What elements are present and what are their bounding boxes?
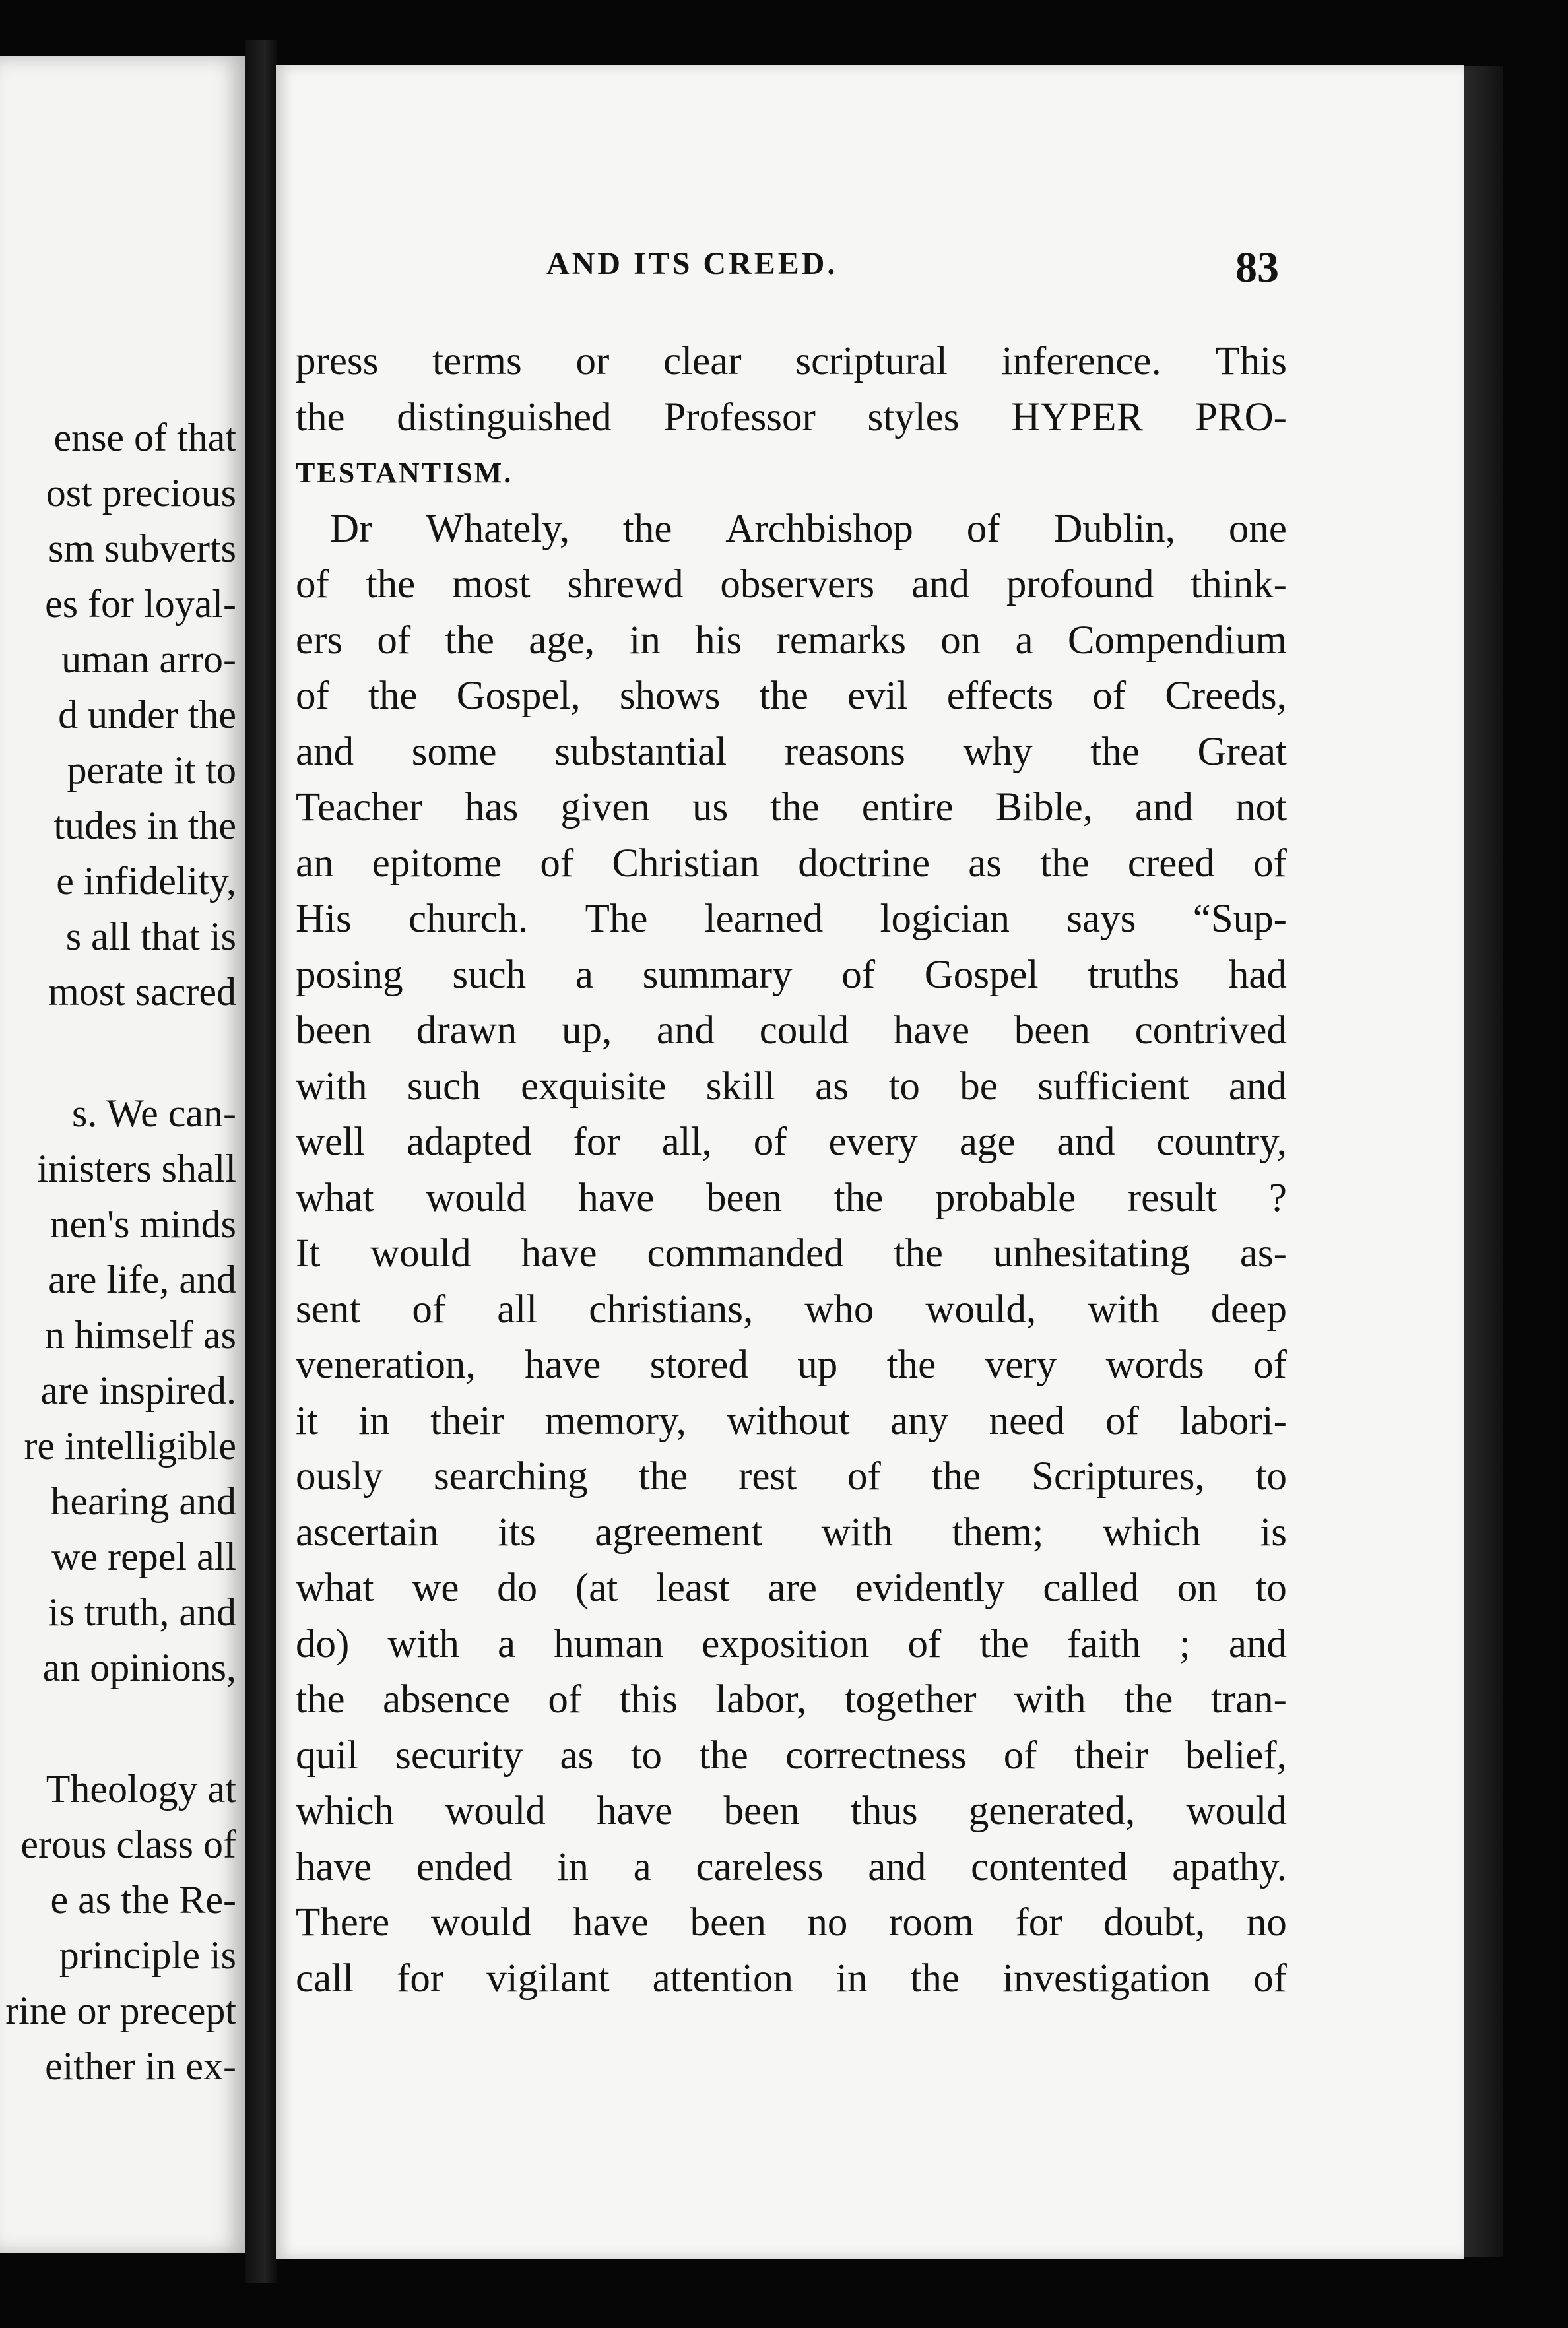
left-line: principle is — [59, 1933, 236, 1977]
page-number: 83 — [1235, 243, 1279, 292]
text-line: what we do (at least are evidently called on to — [296, 1566, 1287, 1610]
text-line: ously searching the rest of the Scriptures, to — [296, 1454, 1287, 1499]
left-line: inisters shall — [37, 1147, 236, 1190]
left-line: sm subverts — [48, 527, 236, 570]
left-line: rine or precept — [5, 1989, 236, 2032]
text-line: what would have been the probable result ? — [296, 1175, 1287, 1220]
page-body-text — [296, 334, 1287, 2007]
left-line: either in ex- — [45, 2044, 236, 2088]
left-page-text — [0, 56, 245, 2253]
text-line: call for vigilant attention in the investigation of — [296, 1956, 1287, 2001]
text-line: press terms or clear scriptural inference. This — [296, 339, 1287, 383]
book-gutter — [245, 40, 277, 2283]
text-line: the distinguished Professor styles HYPER PRO- — [296, 395, 1287, 439]
left-line: re intelligible — [24, 1424, 236, 1468]
text-line: His church. The learned logician says “Sup- — [296, 897, 1287, 941]
text-line: veneration, have stored up the very words of — [296, 1343, 1287, 1387]
text-line: sent of all christians, who would, with deep — [296, 1287, 1287, 1332]
text-line: Teacher has given us the entire Bible, and not — [296, 785, 1287, 829]
text-line: quil security as to the correctness of their belief, — [296, 1733, 1287, 1778]
left-line: tudes in the — [53, 804, 236, 847]
page-edge — [1464, 66, 1503, 2257]
left-line: d under the — [58, 693, 236, 736]
text-line: TESTANTISM. — [296, 457, 513, 489]
text-line: and some substantial reasons why the Great — [296, 729, 1287, 774]
left-line: an opinions, — [42, 1646, 236, 1689]
left-line: n himself as — [45, 1313, 236, 1357]
left-line: e as the Re- — [50, 1878, 236, 1922]
text-line: of the most shrewd observers and profound think- — [296, 562, 1287, 606]
left-line: nen's minds — [49, 1202, 236, 1246]
text-line: an epitome of Christian doctrine as the creed of — [296, 841, 1287, 886]
left-line: are inspired. — [40, 1369, 236, 1412]
text-line: posing such a summary of Gospel truths had — [296, 952, 1287, 997]
left-line: uman arro- — [61, 637, 236, 681]
left-line: es for loyal- — [45, 582, 236, 626]
text-line: been drawn up, and could have been contrived — [296, 1008, 1287, 1052]
left-line: e infidelity, — [56, 859, 236, 903]
text-line: have ended in a careless and contented apathy. — [296, 1844, 1287, 1889]
left-line: most sacred — [48, 970, 236, 1014]
text-line: with such exquisite skill as to be sufficient and — [296, 1064, 1287, 1109]
left-line: hearing and — [50, 1479, 236, 1523]
text-line: well adapted for all, of every age and country, — [296, 1120, 1287, 1164]
text-line: it in their memory, without any need of labori- — [296, 1398, 1287, 1443]
left-line: s. We can- — [72, 1091, 236, 1135]
left-line: we repel all — [51, 1535, 236, 1578]
text-line: do) with a human exposition of the faith ; and — [296, 1621, 1287, 1666]
text-line: There would have been no room for doubt, no — [296, 1900, 1287, 1945]
left-line: s all that is — [65, 915, 236, 958]
text-line: It would have commanded the unhesitating as- — [296, 1231, 1287, 1276]
left-line: ense of that — [53, 416, 236, 459]
text-line: which would have been thus generated, would — [296, 1789, 1287, 1833]
left-line: are life, and — [48, 1258, 236, 1301]
left-line: is truth, and — [48, 1590, 236, 1634]
left-page — [0, 56, 245, 2253]
left-line: ost precious — [46, 471, 236, 515]
paragraph-first-line: Dr Whately, the Archbishop of Dublin, one — [330, 506, 1287, 551]
text-line: ers of the age, in his remarks on a Compendium — [296, 618, 1287, 663]
text-line: of the Gospel, shows the evil effects of Creeds, — [296, 674, 1287, 718]
left-line: perate it to — [67, 748, 236, 792]
left-line: erous class of — [20, 1823, 236, 1866]
running-head: AND ITS CREED. — [546, 246, 838, 281]
text-line: the absence of this labor, together with the tran- — [296, 1677, 1287, 1722]
left-line: Theology at — [46, 1767, 236, 1811]
text-line: ascertain its agreement with them; which is — [296, 1510, 1287, 1555]
